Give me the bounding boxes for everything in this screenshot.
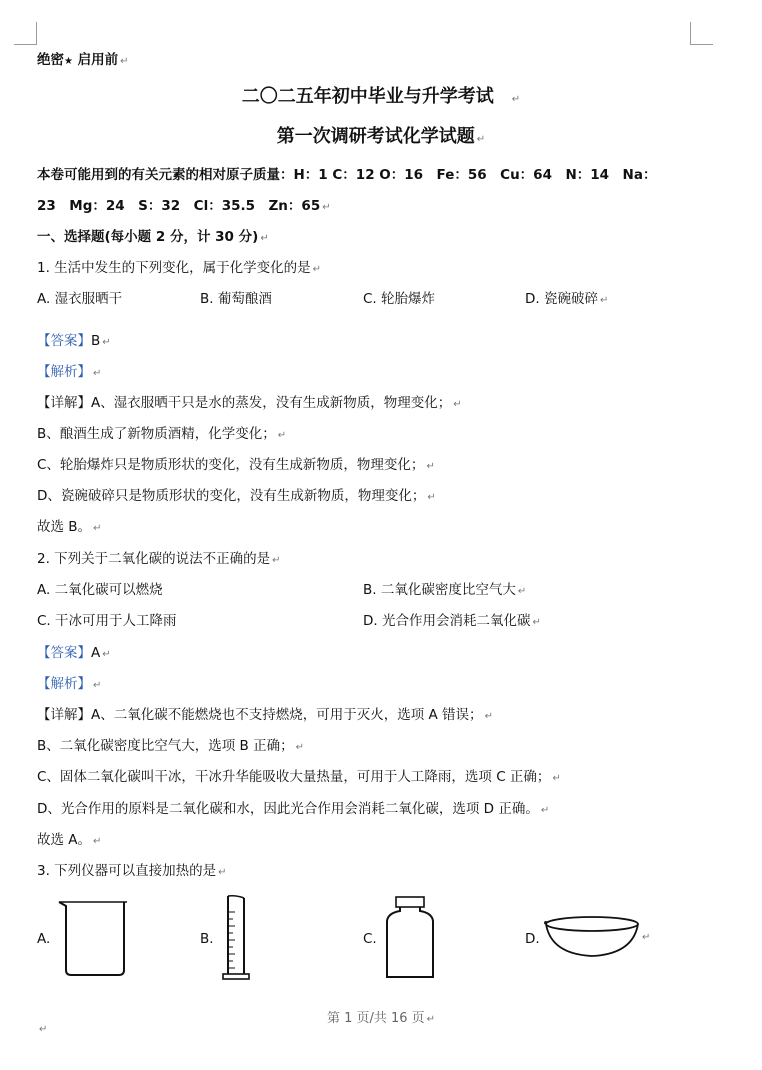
question-3-stem — [37, 862, 227, 882]
question-stem-text: 1. 生活中发生的下列变化，属于化学变化的是 — [37, 260, 311, 276]
detail-text: A、湿衣服晒干只是水的蒸发，没有生成新物质，物理变化； — [91, 395, 452, 411]
question-2-option-a: A. 二氧化碳可以燃烧 — [37, 582, 163, 598]
question-1-answer — [37, 332, 111, 352]
paragraph-mark: ↵ — [517, 586, 527, 597]
paragraph-mark: ↵ — [312, 264, 322, 275]
exam-title — [0, 85, 762, 112]
paragraph-mark: ↵ — [642, 932, 651, 943]
paragraph-mark: ↵ — [426, 1014, 436, 1025]
detail-text: A、二氧化碳不能燃烧也不支持燃烧，可用于灭火，选项 A 错误； — [91, 707, 483, 723]
secret-suffix: 启用前 — [77, 52, 119, 68]
option-text: B. 二氧化碳密度比空气大 — [363, 582, 516, 598]
question-1-analysis — [37, 363, 101, 383]
question-1-option-a: A. 湿衣服晒干 — [37, 291, 123, 307]
question-2-detail-2 — [37, 737, 304, 757]
exam-subtitle-text: 第一次调研考试化学试题 — [276, 126, 475, 147]
question-2-detail-1 — [37, 706, 493, 726]
exam-subtitle — [0, 125, 762, 152]
page-number: 第 1 页/共 16 页 — [326, 1011, 425, 1026]
paragraph-mark: ↵ — [93, 680, 102, 691]
page-corner-top-right — [690, 22, 713, 45]
question-stem-text: 3. 下列仪器可以直接加热的是 — [37, 863, 217, 879]
question-2-answer — [37, 644, 111, 664]
question-2-conclusion — [37, 831, 101, 851]
paragraph-mark: ↵ — [102, 337, 111, 348]
paragraph-mark: ↵ — [453, 399, 462, 410]
reagent-bottle-icon — [384, 895, 436, 981]
detail-text: D、光合作用的原料是二氧化碳和水，因此光合作用会消耗二氧化碳，选项 D 正确。 — [37, 801, 539, 817]
question-2-analysis — [37, 675, 101, 695]
paragraph-mark: ↵ — [93, 836, 102, 847]
question-2-detail-3 — [37, 768, 561, 788]
secret-header — [37, 51, 129, 71]
answer-label: 【答案】 — [37, 333, 91, 349]
question-3-option-a: A. — [37, 931, 51, 947]
answer-value: A — [91, 645, 101, 661]
evaporating-dish-icon — [543, 914, 641, 960]
paragraph-mark: ↵ — [295, 742, 304, 753]
option-text: D. 瓷碗破碎 — [525, 291, 598, 307]
detail-text: B、二氧化碳密度比空气大，选项 B 正确； — [37, 738, 294, 754]
paragraph-mark: ↵ — [218, 867, 227, 878]
atomic-mass-text: 23 Mg：24 S：32 Cl：35.5 Zn：65 — [37, 198, 321, 214]
conclusion-text: 故选 B。 — [37, 519, 92, 535]
question-1-detail-3 — [37, 456, 435, 476]
conclusion-text: 故选 A。 — [37, 832, 92, 848]
paragraph-mark: ↵ — [277, 430, 287, 441]
option-text: D. 光合作用会消耗二氧化碳 — [363, 613, 531, 629]
paragraph-mark: ↵ — [272, 555, 281, 566]
question-1-conclusion — [37, 518, 101, 538]
paragraph-mark: ↵ — [552, 773, 561, 784]
analysis-label: 【解析】 — [37, 676, 91, 692]
paragraph-mark: ↵ — [39, 1024, 48, 1035]
section-title — [37, 228, 269, 248]
question-stem-text: 2. 下列关于二氧化碳的说法不正确的是 — [37, 551, 271, 567]
paragraph-mark: ↵ — [93, 368, 102, 379]
question-3-option-b: B. — [200, 931, 214, 947]
paragraph-mark: ↵ — [102, 649, 111, 660]
paragraph-mark: ↵ — [322, 202, 331, 213]
question-3-option-d: D. — [525, 931, 540, 947]
exam-title-text: 二〇二五年初中毕业与升学考试 — [241, 86, 494, 107]
section-title-text: 一、选择题(每小题 2 分，计 30 分) — [37, 229, 259, 245]
detail-text: B、酿酒生成了新物质酒精，化学变化； — [37, 426, 276, 442]
detail-text: C、固体二氧化碳叫干冰，干冰升华能吸收大量热量，可用于人工降雨，选项 C 正确； — [37, 769, 551, 785]
page-corner-top-left — [14, 22, 37, 45]
paragraph-mark: ↵ — [426, 461, 435, 472]
paragraph-mark: ↵ — [540, 805, 550, 816]
answer-label: 【答案】 — [37, 645, 91, 661]
paragraph-mark: ↵ — [120, 56, 129, 67]
question-1-detail-1 — [37, 394, 462, 414]
question-2-option-b — [363, 581, 526, 601]
paragraph-mark: ↵ — [532, 617, 541, 628]
question-1-option-c: C. 轮胎爆炸 — [363, 291, 436, 307]
atomic-mass-line-2 — [37, 197, 331, 217]
detail-text: C、轮胎爆炸只是物质形状的变化，没有生成新物质，物理变化； — [37, 457, 425, 473]
paragraph-mark: ↵ — [511, 94, 521, 105]
question-2-stem — [37, 550, 281, 570]
detail-text: D、瓷碗破碎只是物质形状的变化，没有生成新物质，物理变化； — [37, 488, 426, 504]
analysis-label: 【解析】 — [37, 364, 91, 380]
question-1-option-d — [525, 290, 608, 310]
question-1-detail-2 — [37, 425, 286, 445]
question-2-option-c: C. 干冰可用于人工降雨 — [37, 613, 177, 629]
question-3-option-c: C. — [363, 931, 377, 947]
atomic-mass-line-1: 本卷可能用到的有关元素的相对原子质量：H：1 C：12 O：16 Fe：56 Cu：64 N：14 Na： — [37, 167, 657, 183]
paragraph-mark: ↵ — [93, 523, 102, 534]
paragraph-mark: ↵ — [476, 134, 486, 145]
paragraph-mark: ↵ — [260, 233, 269, 244]
paragraph-mark: ↵ — [599, 295, 609, 306]
question-2-option-d — [363, 612, 541, 632]
secret-label: 绝密 — [37, 52, 64, 68]
answer-value: B — [91, 333, 101, 349]
question-2-detail-4 — [37, 800, 549, 820]
question-1-option-b: B. 葡萄酿酒 — [200, 291, 272, 307]
page-footer — [0, 1007, 762, 1026]
paragraph-mark: ↵ — [484, 711, 493, 722]
question-1-detail-4 — [37, 487, 436, 507]
star-icon: ★ — [64, 56, 73, 67]
beaker-icon — [56, 898, 130, 978]
question-1-stem — [37, 259, 321, 279]
detail-label: 【详解】 — [37, 395, 91, 411]
graduated-cylinder-icon — [220, 894, 254, 982]
paragraph-mark: ↵ — [427, 492, 436, 503]
detail-label: 【详解】 — [37, 707, 91, 723]
